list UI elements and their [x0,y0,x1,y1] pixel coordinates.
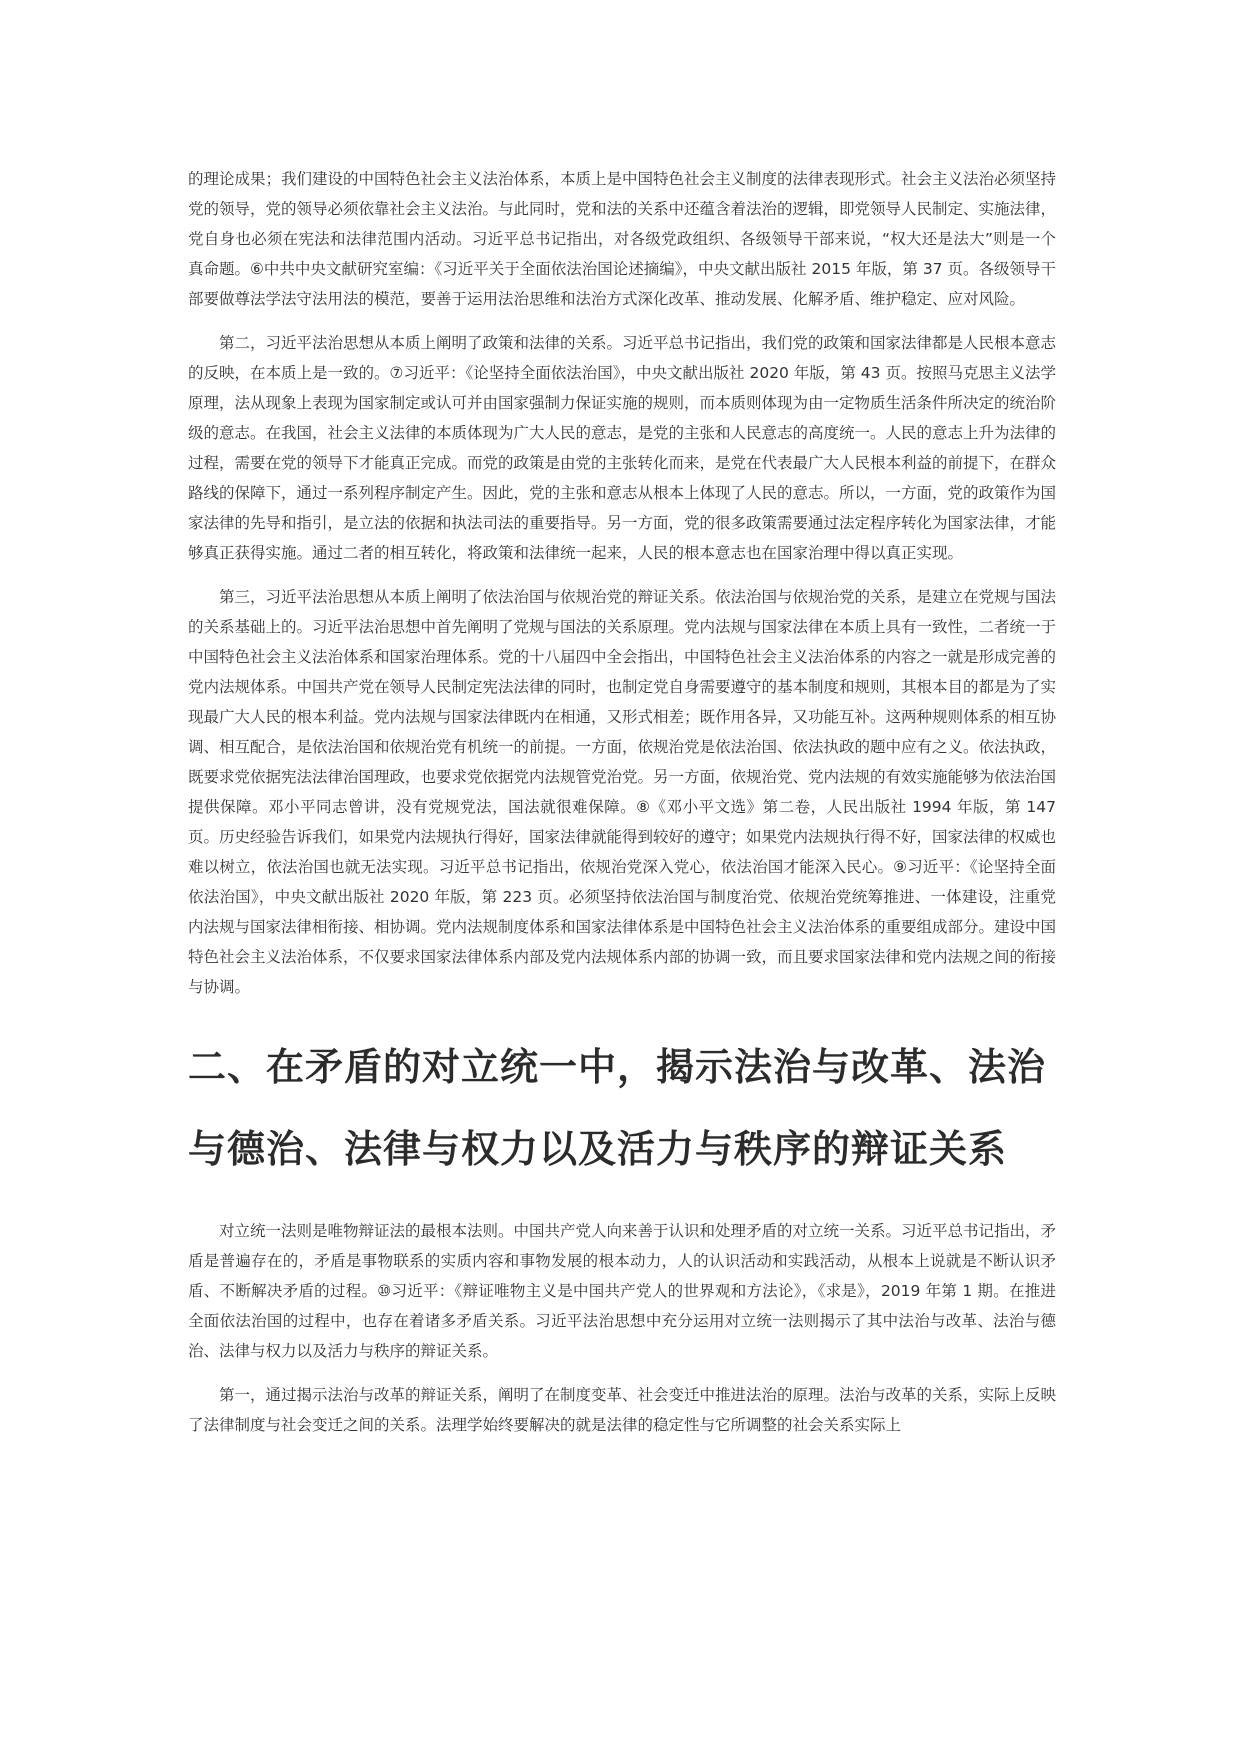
body-paragraph-2: 第二，习近平法治思想从本质上阐明了政策和法律的关系。习近平总书记指出，我们党的政策和国家法律都是人民根本意志的反映，在本质上是一致的。⑦习近平：《论坚持全面依法治国》，中央文献出版社 2020 年版，第 43 页。按照马克思主义法学原理，法从现象上表现为国家制定或认可并由国家强制力保证实施的规则，而本质则体现为由一定物质生活条件所决定的统治阶级的意志。在我国，社会主义法律的本质体现为广大人民的意志，是党的主张和人民意志的高度统一。人民的意志上升为法律的过程，需要在党的领导下才能真正完成。而党的政策是由党的主张转化而来，是党在代表最广大人民根本利益的前提下，在群众路线的保障下，通过一系列程序制定产生。因此，党的主张和意志从根本上体现了人民的意志。所以，一方面，党的政策作为国家法律的先导和指引，是立法的依据和执法司法的重要指导。另一方面，党的很多政策需要通过法定程序转化为国家法律，才能够真正获得实施。通过二者的相互转化，将政策和法律统一起来，人民的根本意志也在国家治理中得以真正实现。 [188,334,1057,562]
section-paragraph-1: 对立统一法则是唯物辩证法的最根本法则。中国共产党人向来善于认识和处理矛盾的对立统一关系。习近平总书记指出，矛盾是普遍存在的，矛盾是事物联系的实质内容和事物发展的根本动力，人的认识活动和实践活动，从根本上说就是不断认识矛盾、不断解决矛盾的过程。⑩习近平：《辩证唯物主义是中国共产党人的世界观和方法论》，《求是》，2019 年第 1 期。在推进全面依法治国的过程中，也存在着诸多矛盾关系。习近平法治思想中充分运用对立统一法则揭示了其中法治与改革、法治与德治、法律与权力以及活力与秩序的辩证关系。 [188,1222,1057,1360]
body-paragraph-1: 的理论成果；我们建设的中国特色社会主义法治体系，本质上是中国特色社会主义制度的法律表现形式。社会主义法治必须坚持党的领导，党的领导必须依靠社会主义法治。与此同时，党和法的关系中还蕴含着法治的逻辑，即党领导人民制定、实施法律，党自身也必须在宪法和法律范围内活动。习近平总书记指出，对各级党政组织、各级领导干部来说，“权大还是法大”则是一个真命题。⑥中共中央文献研究室编：《习近平关于全面依法治国论述摘编》，中央文献出版社 2015 年版，第 37 页。各级领导干部要做尊法学法守法用法的模范，要善于运用法治思维和法治方式深化改革、推动发展、化解矛盾、维护稳定、应对风险。 [188,170,1057,308]
section-heading: 二、在矛盾的对立统一中，揭示法治与改革、法治与德治、法律与权力以及活力与秩序的辩证关系 [188,1044,1047,1171]
document-page [188,164,1056,1440]
section-paragraph-2: 第一，通过揭示法治与改革的辩证关系，阐明了在制度变革、社会变迁中推进法治的原理。法治与改革的关系，实际上反映了法律制度与社会变迁之间的关系。法理学始终要解决的就是法律的稳定性与它所调整的社会关系实际上 [188,1386,1057,1434]
body-paragraph-3: 第三，习近平法治思想从本质上阐明了依法治国与依规治党的辩证关系。依法治国与依规治党的关系，是建立在党规与国法的关系基础上的。习近平法治思想中首先阐明了党规与国法的关系原理。党内法规与国家法律在本质上具有一致性，二者统一于中国特色社会主义法治体系和国家治理体系。党的十八届四中全会指出，中国特色社会主义法治体系的内容之一就是形成完善的党内法规体系。中国共产党在领导人民制定宪法法律的同时，也制定党自身需要遵守的基本制度和规则，其根本目的都是为了实现最广大人民的根本利益。党内法规与国家法律既内在相通，又形式相差；既作用各异，又功能互补。这两种规则体系的相互协调、相互配合，是依法治国和依规治党有机统一的前提。一方面，依规治党是依法治国、依法执政的题中应有之义。依法执政，既要求党依据宪法法律治国理政，也要求党依据党内法规管党治党。另一方面，依规治党、党内法规的有效实施能够为依法治国提供保障。邓小平同志曾讲，没有党规党法，国法就很难保障。⑧《邓小平文选》第二卷，人民出版社 1994 年版，第 147 页。历史经验告诉我们，如果党内法规执行得好，国家法律就能得到较好的遵守；如果党内法规执行得不好，国家法律的权威也难以树立，依法治国也就无法实现。习近平总书记指出，依规治党深入党心，依法治国才能深入民心。⑨习近平：《论坚持全面依法治国》，中央文献出版社 2020 年版，第 223 页。必须坚持依法治国与制度治党、依规治党统筹推进、一体建设，注重党内法规与国家法律相衔接、相协调。党内法规制度体系和国家法律体系是中国特色社会主义法治体系的重要组成部分。建设中国特色社会主义法治体系，不仅要求国家法律体系内部及党内法规体系内部的协调一致，而且要求国家法律和党内法规之间的衔接与协调。 [188,588,1057,996]
